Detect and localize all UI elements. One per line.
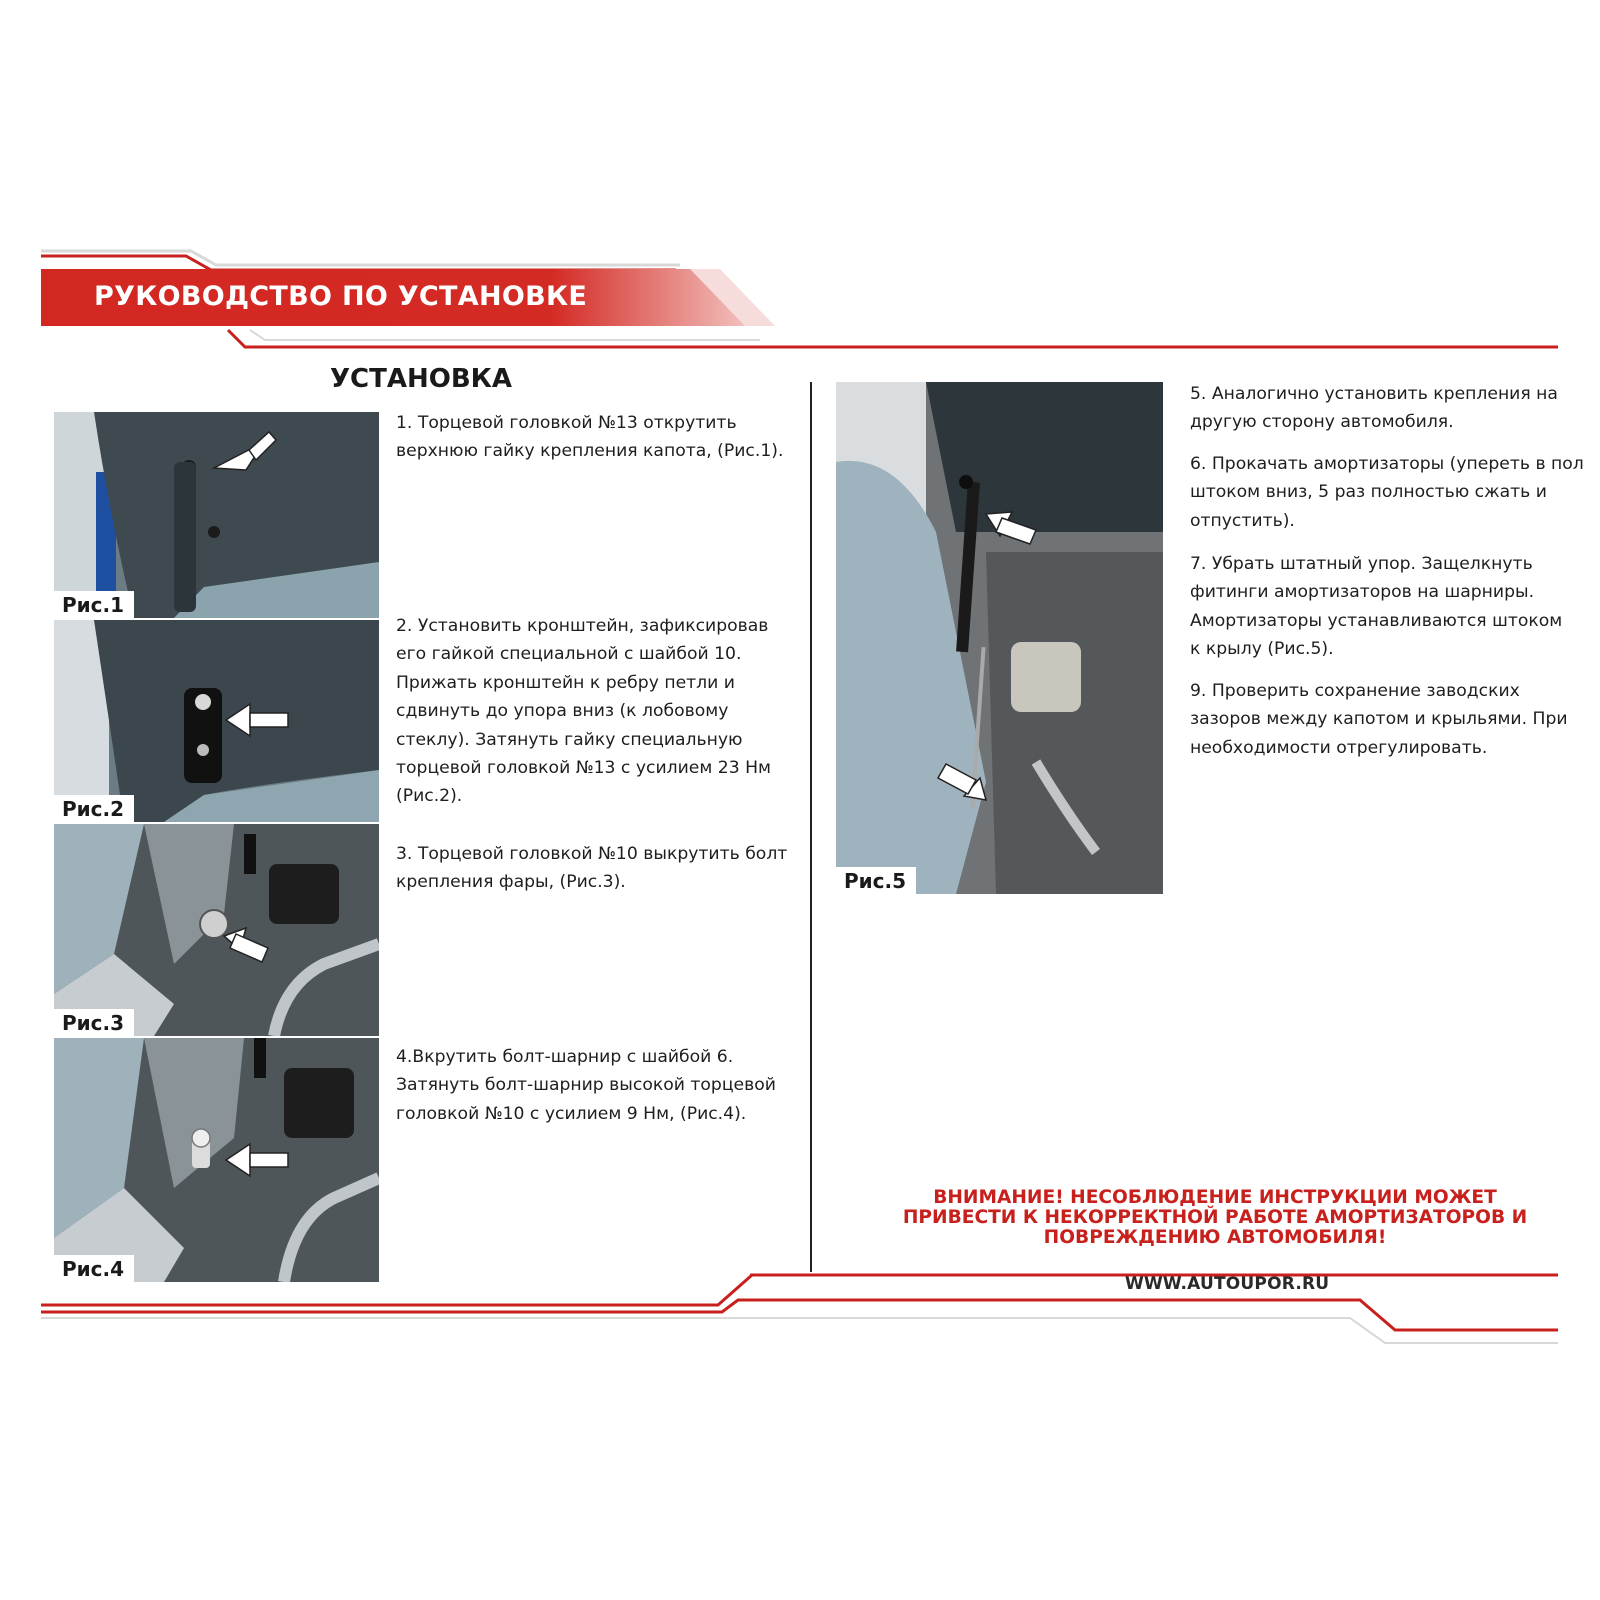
header-red-line	[41, 256, 676, 270]
figure-5	[836, 382, 1163, 894]
figure-2	[54, 620, 379, 822]
section-title: УСТАНОВКА	[330, 364, 513, 394]
figure-3-image	[54, 824, 379, 1036]
warning-text: ВНИМАНИЕ! НЕСОБЛЮДЕНИЕ ИНСТРУКЦИИ МОЖЕТ ПРИВЕСТИ К НЕКОРРЕКТНОЙ РАБОТЕ АМОРТИЗАТОРОВ И ПОВРЕЖДЕНИЮ АВТОМОБИЛЯ!	[902, 1187, 1528, 1248]
figure-5-label: Рис.5	[836, 867, 916, 894]
step-5-text: 5. Аналогично установить крепления на другую сторону автомобиля.	[1190, 384, 1558, 433]
figure-2-label: Рис.2	[54, 795, 134, 822]
figure-5-image	[836, 382, 1163, 894]
header-bottom-red-line	[228, 330, 1558, 347]
figure-4	[54, 1038, 379, 1282]
figure-3-label: Рис.3	[54, 1009, 134, 1036]
banner-title: РУКОВОДСТВО ПО УСТАНОВКЕ	[94, 281, 588, 312]
figure-4-image	[54, 1038, 379, 1282]
step-1-text: 1. Торцевой головкой №13 открутить верхнюю гайку крепления капота, (Рис.1).	[396, 413, 784, 462]
figure-4-label: Рис.4	[54, 1255, 134, 1282]
step-7-text: 7. Убрать штатный упор. Защелкнуть фитинги амортизаторов на шарниры. Амортизаторы устанавливаются штоком к крылу (Рис.5).	[1190, 554, 1563, 660]
figure-2-image	[54, 620, 379, 822]
column-divider	[810, 382, 812, 1272]
figure-1-label: Рис.1	[54, 591, 134, 618]
header-bottom-gray-line	[250, 330, 760, 340]
step-6-text: 6. Прокачать амортизаторы (упереть в пол штоком вниз, 5 раз полностью сжать и отпустить).	[1190, 454, 1584, 531]
website-link[interactable]: WWW.AUTOUPOR.RU	[1125, 1274, 1330, 1294]
figure-1	[54, 412, 379, 618]
step-3-text: 3. Торцевой головкой №10 выкрутить болт крепления фары, (Рис.3).	[396, 844, 788, 893]
footer-gray-line	[41, 1318, 1558, 1343]
step-2-text: 2. Установить кронштейн, зафиксировав его гайкой специальной с шайбой 10. Прижать кронштейн к ребру петли и сдвинуть до упора вниз (к лобовому стеклу). Затянуть гайку специальную торцевой головкой №13 с усилием 23 Нм (Рис.2).	[396, 616, 771, 807]
figure-3	[54, 824, 379, 1036]
step-9-text: 9. Проверить сохранение заводских зазоров между капотом и крыльями. При необходимости отрегулировать.	[1190, 681, 1568, 758]
figure-1-image	[54, 412, 379, 618]
header-gray-line	[41, 251, 680, 265]
step-4-text: 4.Вкрутить болт-шарнир с шайбой 6. Затянуть болт-шарнир высокой торцевой головкой №10 с усилием 9 Нм, (Рис.4).	[396, 1047, 776, 1124]
